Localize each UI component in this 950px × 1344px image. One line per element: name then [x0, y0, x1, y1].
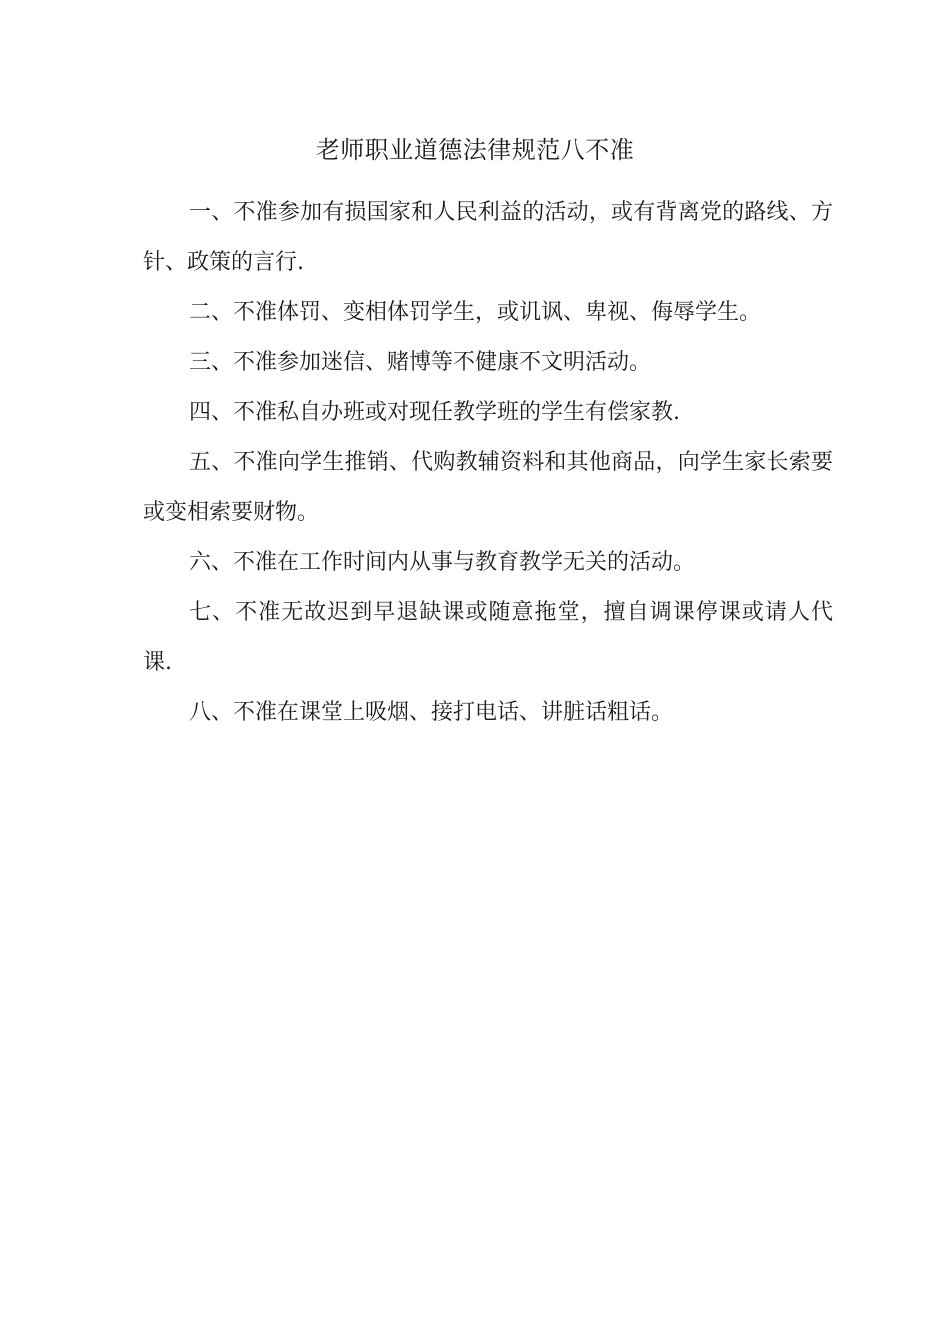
paragraph-7: 七、不准无故迟到早退缺课或随意拖堂，擅自调课停课或请人代课. [143, 600, 833, 675]
paragraph-4: 四、不准私自办班或对现任教学班的学生有偿家教. [189, 400, 680, 425]
paragraph-6: 六、不准在工作时间内从事与教育教学无关的活动。 [189, 550, 696, 575]
paragraph-3: 三、不准参加迷信、赌博等不健康不文明活动。 [189, 350, 652, 375]
paragraph-2: 二、不准体罚、变相体罚学生，或讥讽、卑视、侮辱学生。 [189, 300, 762, 325]
paragraph-1: 一、不准参加有损国家和人民利益的活动，或有背离党的路线、方针、政策的言行. [143, 200, 833, 275]
document-title: 老师职业道德法律规范八不准 [315, 136, 635, 164]
paragraph-5: 五、不准向学生推销、代购教辅资料和其他商品，向学生家长索要或变相索要财物。 [143, 450, 833, 525]
document-body [143, 188, 833, 738]
paragraph-8: 八、不准在课堂上吸烟、接打电话、讲脏话粗话。 [189, 700, 674, 725]
